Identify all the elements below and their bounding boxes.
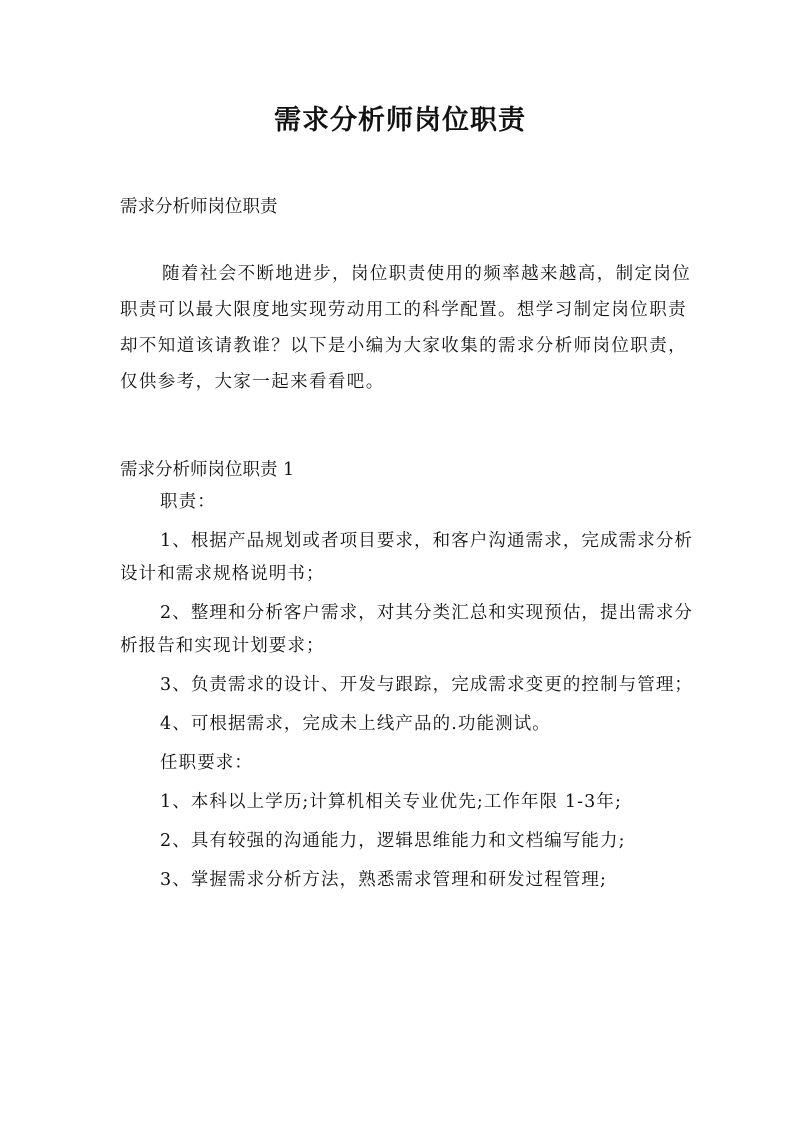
duties-label: 职责： xyxy=(160,492,216,512)
duty-item: 4、可根据需求，完成未上线产品的.功能测试。 xyxy=(160,714,551,734)
requirement-item: 3、掌握需求分析方法，熟悉需求管理和研发过程管理; xyxy=(160,870,608,890)
requirement-item: 2、具有较强的沟通能力，逻辑思维能力和文档编写能力; xyxy=(160,831,626,851)
section-heading: 需求分析师岗位职责 1 xyxy=(120,460,295,480)
requirement-item: 1、本科以上学历;计算机相关专业优先;工作年限 1-3年; xyxy=(160,792,622,812)
intro-paragraph: 随着社会不断地进步，岗位职责使用的频率越来越高，制定岗位职责可以最大限度地实现劳动用工的科学配置。想学习制定岗位职责却不知道该请教谁？以下是小编为大家收集的需求分析师岗位职责，仅供参考，大家一起来看看吧。 xyxy=(120,264,692,392)
document-subtitle: 需求分析师岗位职责 xyxy=(120,197,278,217)
duty-item: 2、整理和分析客户需求，对其分类汇总和实现预估，提出需求分析报告和实现计划要求； xyxy=(120,603,694,656)
duty-item: 1、根据产品规划或者项目要求，和客户沟通需求，完成需求分析设计和需求规格说明书； xyxy=(120,531,694,584)
requirements-label: 任职要求： xyxy=(160,753,253,773)
section-body xyxy=(120,486,695,903)
document-title: 需求分析师岗位职责 xyxy=(274,105,526,136)
duty-item: 3、负责需求的设计、开发与跟踪，完成需求变更的控制与管理； xyxy=(160,675,694,695)
